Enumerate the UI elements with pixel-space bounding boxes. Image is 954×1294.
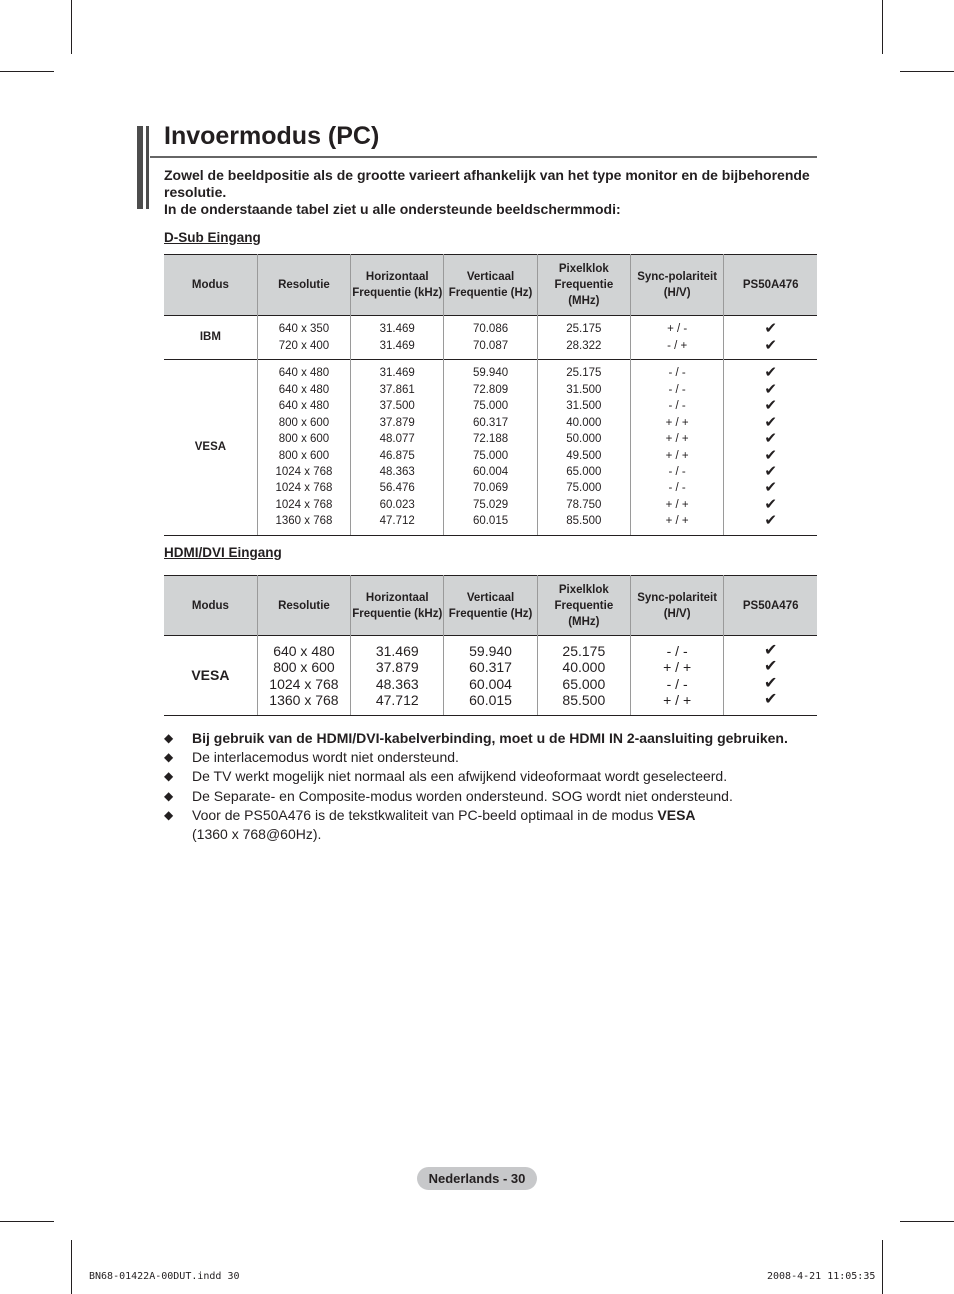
note-item bbox=[164, 729, 824, 748]
cell-value: 75.000 bbox=[472, 400, 509, 413]
cell-value: 37.879 bbox=[375, 659, 419, 675]
cell-value: 47.712 bbox=[375, 692, 419, 708]
checkmark-icon: ✔ bbox=[763, 674, 778, 692]
modus-cell: VESA bbox=[164, 360, 257, 536]
table-row bbox=[164, 636, 817, 716]
notes-list bbox=[164, 729, 824, 844]
cell-value: 37.861 bbox=[379, 383, 415, 396]
cell-value: - / - bbox=[666, 642, 688, 659]
vfreq-cell bbox=[444, 636, 537, 716]
cell-value: - / - bbox=[668, 465, 686, 478]
dsub-mode-table bbox=[164, 254, 817, 536]
note-text-bold: VESA bbox=[657, 806, 696, 823]
cell-value: 640 x 480 bbox=[278, 400, 330, 413]
checkmark-icon: ✔ bbox=[764, 430, 777, 448]
sync-cell bbox=[630, 316, 723, 360]
cell-value: 85.500 bbox=[566, 515, 602, 528]
diamond-bullet-icon: ◆ bbox=[164, 788, 174, 803]
cell-value: 60.317 bbox=[469, 659, 512, 675]
pixelklok-cell bbox=[537, 316, 630, 360]
cell-value: 65.000 bbox=[566, 465, 602, 478]
supported-cell bbox=[724, 316, 817, 360]
header-hfreq: Horizontaal Frequentie (kHz) bbox=[351, 255, 444, 316]
cell-value: + / + bbox=[663, 659, 692, 675]
title-underline bbox=[150, 156, 817, 158]
checkmark-icon: ✔ bbox=[763, 658, 778, 675]
dsub-table-body bbox=[164, 316, 817, 536]
cell-value: 72.809 bbox=[472, 383, 509, 396]
crop-mark bbox=[0, 1221, 54, 1222]
pixelklok-cell bbox=[537, 636, 630, 716]
checkmark-icon: ✔ bbox=[764, 495, 777, 513]
header-resolutie: Resolutie bbox=[257, 255, 350, 316]
cell-value: 50.000 bbox=[566, 433, 602, 446]
cell-value: 75.029 bbox=[472, 498, 509, 511]
cell-value: + / + bbox=[665, 416, 689, 429]
vfreq-cell bbox=[444, 316, 537, 360]
checkmark-icon: ✔ bbox=[764, 320, 777, 338]
crop-mark bbox=[71, 1240, 72, 1294]
table-row bbox=[164, 360, 817, 536]
cell-value: 59.940 bbox=[472, 367, 509, 380]
page-title: Invoermodus (PC) bbox=[164, 122, 380, 150]
cell-value: 56.476 bbox=[379, 482, 415, 495]
cell-value: 40.000 bbox=[566, 416, 602, 429]
cell-value: 31.469 bbox=[379, 367, 415, 380]
cell-value: - / - bbox=[668, 482, 686, 495]
table-row bbox=[164, 316, 817, 360]
cell-value: 1360 x 768 bbox=[275, 515, 333, 528]
cell-value: 640 x 480 bbox=[278, 383, 330, 396]
cell-value: + / + bbox=[665, 515, 689, 528]
cell-value: 47.712 bbox=[379, 515, 415, 528]
note-text: Bij gebruik van de HDMI/DVI-kabelverbinding, moet u de HDMI IN 2-aansluiting gebruiken. bbox=[192, 730, 788, 746]
table-header-row bbox=[164, 576, 817, 636]
pixelklok-cell bbox=[537, 360, 630, 536]
crop-mark bbox=[900, 71, 954, 72]
cell-value: 60.015 bbox=[469, 692, 512, 708]
checkmark-icon: ✔ bbox=[764, 397, 777, 415]
cell-value: 1360 x 768 bbox=[269, 692, 339, 708]
header-model: PS50A476 bbox=[724, 576, 817, 636]
hdmi-mode-table bbox=[164, 575, 817, 716]
note-text: Voor de PS50A476 is de tekstkwaliteit van PC-beeld optimaal in de modus bbox=[192, 806, 658, 823]
crop-mark bbox=[71, 0, 72, 54]
checkmark-icon: ✔ bbox=[763, 691, 778, 708]
checkmark-icon: ✔ bbox=[764, 336, 777, 354]
hdmi-table-body bbox=[164, 636, 817, 716]
cell-value: - / - bbox=[666, 675, 688, 692]
cell-value: 31.500 bbox=[566, 400, 602, 413]
crop-mark bbox=[900, 1221, 954, 1222]
note-text: De interlacemodus wordt niet ondersteund. bbox=[192, 749, 459, 766]
note-item bbox=[164, 767, 824, 786]
cell-value: 60.015 bbox=[472, 515, 509, 528]
cell-value: 800 x 600 bbox=[278, 449, 330, 462]
header-sync: Sync-polariteit (H/V) bbox=[630, 255, 723, 316]
supported-cell bbox=[724, 360, 817, 536]
cell-value: 75.000 bbox=[472, 449, 509, 462]
intro-line-1: Zowel de beeldpositie als de grootte varieert afhankelijk van het type monitor en de bijbehorende resolutie. bbox=[164, 167, 810, 200]
supported-cell bbox=[724, 636, 817, 716]
header-vfreq: Verticaal Frequentie (Hz) bbox=[444, 255, 537, 316]
checkmark-icon: ✔ bbox=[764, 413, 777, 431]
cell-value: - / - bbox=[668, 400, 686, 413]
cell-value: 60.004 bbox=[469, 675, 512, 692]
cell-value: 640 x 480 bbox=[273, 642, 335, 659]
intro-line-2: In de onderstaande tabel ziet u alle ondersteunde beeldschermmodi: bbox=[164, 201, 621, 217]
cell-value: 70.069 bbox=[472, 482, 509, 495]
checkmark-icon: ✔ bbox=[763, 641, 778, 659]
cell-value: 25.175 bbox=[566, 367, 602, 380]
cell-value: 60.004 bbox=[472, 465, 509, 478]
cell-value: 25.175 bbox=[566, 323, 602, 336]
header-hfreq: Horizontaal Frequentie (kHz) bbox=[351, 576, 444, 636]
intro-text bbox=[164, 167, 819, 218]
cell-value: 1024 x 768 bbox=[275, 465, 333, 478]
note-text: De Separate- en Composite-modus worden ondersteund. SOG wordt niet ondersteund. bbox=[192, 787, 733, 804]
cell-value: - / - bbox=[668, 383, 686, 396]
resolution-cell bbox=[257, 360, 350, 536]
checkmark-icon: ✔ bbox=[764, 380, 777, 398]
vfreq-cell bbox=[444, 360, 537, 536]
note-item bbox=[164, 806, 824, 844]
cell-value: 48.363 bbox=[379, 465, 415, 478]
resolution-cell bbox=[257, 316, 350, 360]
hfreq-cell bbox=[351, 636, 444, 716]
diamond-bullet-icon: ◆ bbox=[164, 769, 174, 784]
header-model: PS50A476 bbox=[724, 255, 817, 316]
cell-value: 70.086 bbox=[472, 323, 509, 336]
cell-value: 59.940 bbox=[469, 642, 512, 659]
header-sync: Sync-polariteit (H/V) bbox=[630, 576, 723, 636]
cell-value: 78.750 bbox=[566, 498, 602, 511]
header-pixelklok: Pixelklok Frequentie (MHz) bbox=[537, 576, 630, 636]
cell-value: 37.879 bbox=[379, 416, 415, 429]
cell-value: 48.077 bbox=[379, 433, 415, 446]
resolution-cell bbox=[257, 636, 350, 716]
sync-cell bbox=[630, 636, 723, 716]
header-resolutie: Resolutie bbox=[257, 576, 350, 636]
cell-value: + / + bbox=[665, 433, 689, 446]
cell-value: 65.000 bbox=[562, 675, 606, 692]
cell-value: 800 x 600 bbox=[273, 659, 335, 675]
cell-value: 28.322 bbox=[566, 339, 602, 352]
header-pixelklok: Pixelklok Frequentie (MHz) bbox=[537, 255, 630, 316]
cell-value: - / + bbox=[667, 339, 688, 352]
crop-mark bbox=[0, 71, 54, 72]
checkmark-icon: ✔ bbox=[764, 462, 777, 480]
cell-value: 85.500 bbox=[562, 692, 606, 708]
note-item bbox=[164, 748, 824, 767]
print-slug-file: BN68-01422A-00DUT.indd 30 bbox=[89, 1271, 240, 1282]
checkmark-icon: ✔ bbox=[764, 446, 777, 464]
cell-value: + / + bbox=[663, 692, 692, 708]
diamond-bullet-icon: ◆ bbox=[164, 807, 174, 822]
dsub-section-label: D-Sub Eingang bbox=[164, 230, 261, 245]
modus-cell: IBM bbox=[164, 316, 257, 360]
cell-value: 46.875 bbox=[379, 449, 415, 462]
cell-value: 75.000 bbox=[566, 482, 602, 495]
modus-cell: VESA bbox=[164, 636, 257, 716]
cell-value: 1024 x 768 bbox=[275, 498, 333, 511]
cell-value: + / + bbox=[665, 498, 689, 511]
diamond-bullet-icon: ◆ bbox=[164, 731, 174, 745]
hfreq-cell bbox=[351, 316, 444, 360]
checkmark-icon: ✔ bbox=[764, 512, 777, 530]
cell-value: 640 x 480 bbox=[278, 367, 330, 380]
checkmark-icon: ✔ bbox=[764, 364, 777, 382]
cell-value: 640 x 350 bbox=[278, 323, 330, 336]
cell-value: 60.023 bbox=[379, 498, 415, 511]
cell-value: 720 x 400 bbox=[278, 339, 330, 352]
cell-value: 25.175 bbox=[562, 642, 606, 659]
sync-cell bbox=[630, 360, 723, 536]
cell-value: 37.500 bbox=[379, 400, 415, 413]
note-text: De TV werkt mogelijk niet normaal als een afwijkend videoformaat wordt geselecteerd. bbox=[192, 768, 728, 785]
cell-value: 40.000 bbox=[562, 659, 606, 675]
cell-value: 800 x 600 bbox=[278, 433, 330, 446]
cell-value: 72.188 bbox=[472, 433, 509, 446]
header-modus: Modus bbox=[164, 255, 257, 316]
cell-value: 31.500 bbox=[566, 383, 602, 396]
cell-value: 48.363 bbox=[375, 675, 419, 692]
cell-value: 49.500 bbox=[566, 449, 602, 462]
cell-value: 1024 x 768 bbox=[269, 675, 339, 692]
cell-value: 800 x 600 bbox=[278, 416, 330, 429]
print-slug-datetime: 2008-4-21 11:05:35 bbox=[767, 1271, 876, 1282]
note-text: (1360 x 768@60Hz). bbox=[192, 826, 322, 843]
checkmark-icon: ✔ bbox=[764, 479, 777, 497]
cell-value: + / - bbox=[667, 323, 688, 336]
note-item bbox=[164, 787, 824, 806]
page-number-badge: Nederlands - 30 bbox=[417, 1167, 537, 1190]
cell-value: + / + bbox=[665, 449, 689, 462]
hdmi-section-label: HDMI/DVI Eingang bbox=[164, 545, 282, 560]
table-header-row bbox=[164, 255, 817, 316]
cell-value: 1024 x 768 bbox=[275, 482, 333, 495]
header-modus: Modus bbox=[164, 576, 257, 636]
crop-mark bbox=[882, 1240, 883, 1294]
cell-value: - / - bbox=[668, 367, 686, 380]
hfreq-cell bbox=[351, 360, 444, 536]
cell-value: 31.469 bbox=[375, 642, 419, 659]
cell-value: 60.317 bbox=[472, 416, 509, 429]
diamond-bullet-icon: ◆ bbox=[164, 750, 174, 765]
crop-mark bbox=[882, 0, 883, 54]
cell-value: 70.087 bbox=[472, 339, 509, 352]
cell-value: 31.469 bbox=[379, 339, 415, 352]
cell-value: 31.469 bbox=[379, 323, 415, 336]
header-vfreq: Verticaal Frequentie (Hz) bbox=[444, 576, 537, 636]
